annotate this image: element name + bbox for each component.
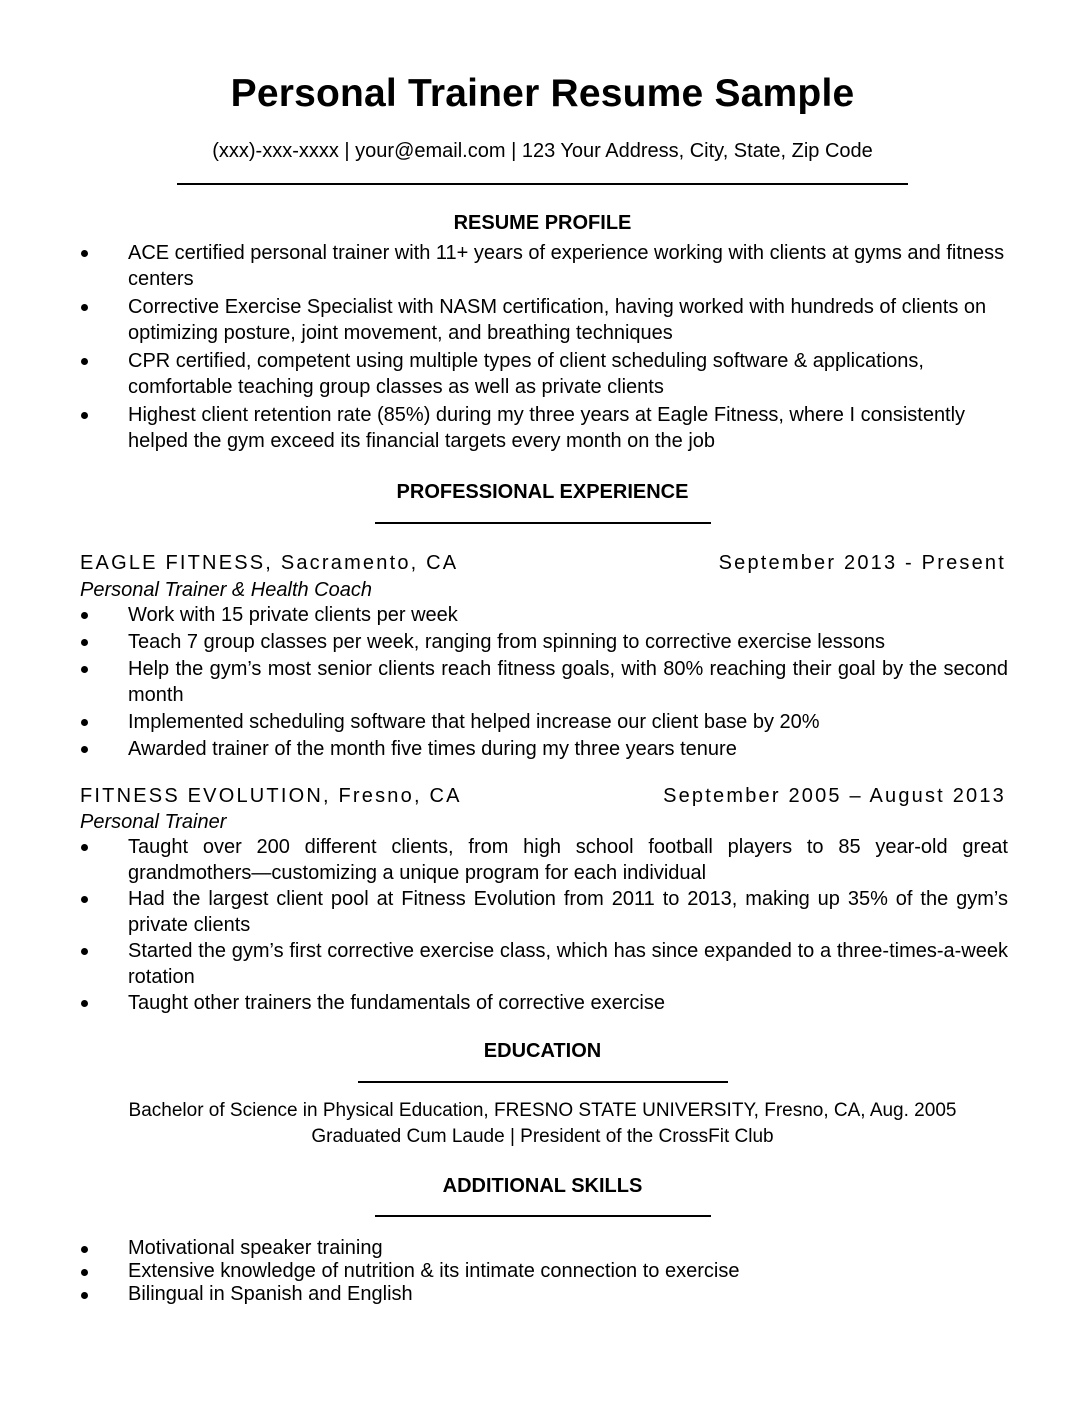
list-item: Highest client retention rate (85%) during my three years at Eagle Fitness, where I consistently helped the gym exceed its financial targets every month on the job xyxy=(78,402,1008,454)
list-item: Motivational speaker training xyxy=(78,1237,1008,1260)
company-name: EAGLE FITNESS, Sacramento, CA xyxy=(80,552,459,574)
job-header-fitness-evolution xyxy=(80,785,1006,808)
skills-list xyxy=(78,1237,1008,1306)
bullet-icon xyxy=(81,639,88,646)
bullet-icon xyxy=(81,304,88,311)
resume-title: Personal Trainer Resume Sample xyxy=(230,72,855,115)
section-heading-education: EDUCATION xyxy=(483,1040,602,1062)
list-item: Teach 7 group classes per week, ranging from spinning to corrective exercise lessons xyxy=(78,629,1008,655)
job-dates: September 2005 – August 2013 xyxy=(663,785,1006,807)
bullet-icon xyxy=(81,1269,88,1276)
contact-line: (xxx)-xxx-xxxx | your@email.com | 123 Your Address, City, State, Zip Code xyxy=(212,140,873,162)
company-name: FITNESS EVOLUTION, Fresno, CA xyxy=(80,785,462,807)
list-item: Awarded trainer of the month five times during my three years tenure xyxy=(78,736,1008,762)
list-item: Started the gym’s first corrective exercise class, which has since expanded to a three-times-a-week rotation xyxy=(78,938,1008,990)
bullet-icon xyxy=(81,1000,88,1007)
list-item: Extensive knowledge of nutrition & its intimate connection to exercise xyxy=(78,1260,1008,1283)
bullet-icon xyxy=(81,1292,88,1299)
bullet-icon xyxy=(81,358,88,365)
list-item: Help the gym’s most senior clients reach fitness goals, with 80% reaching their goal by the second month xyxy=(78,656,1008,708)
section-heading-skills: ADDITIONAL SKILLS xyxy=(442,1175,643,1197)
profile-list xyxy=(78,240,1008,454)
list-item: Taught other trainers the fundamentals of corrective exercise xyxy=(78,990,1008,1016)
header-divider xyxy=(177,183,908,185)
bullet-icon xyxy=(81,719,88,726)
section-heading-experience: PROFESSIONAL EXPERIENCE xyxy=(396,481,689,503)
bullet-icon xyxy=(81,666,88,673)
bullet-icon xyxy=(81,948,88,955)
education-divider xyxy=(358,1081,728,1083)
job-title: Personal Trainer & Health Coach xyxy=(80,579,372,601)
list-item: Work with 15 private clients per week xyxy=(78,602,1008,628)
list-item: Had the largest client pool at Fitness Evolution from 2011 to 2013, making up 35% of the gym’s private clients xyxy=(78,886,1008,938)
section-heading-profile: RESUME PROFILE xyxy=(453,212,632,234)
experience-divider xyxy=(375,522,711,524)
list-item: CPR certified, competent using multiple types of client scheduling software & applications, comfortable teaching group classes as well as private clients xyxy=(78,348,1008,400)
bullet-icon xyxy=(81,844,88,851)
bullet-icon xyxy=(81,1246,88,1253)
education-degree: Bachelor of Science in Physical Education, FRESNO STATE UNIVERSITY, Fresno, CA, Aug. 2005 xyxy=(128,1100,957,1121)
job-header-eagle-fitness xyxy=(80,552,1006,575)
list-item: ACE certified personal trainer with 11+ years of experience working with clients at gyms and fitness centers xyxy=(78,240,1008,292)
list-item: Bilingual in Spanish and English xyxy=(78,1283,1008,1306)
education-honors: Graduated Cum Laude | President of the CrossFit Club xyxy=(311,1126,774,1147)
list-item: Taught over 200 different clients, from high school football players to 85 year-old great grandmothers—customizing a unique program for each individual xyxy=(78,834,1008,886)
job-title: Personal Trainer xyxy=(80,811,227,833)
list-item: Corrective Exercise Specialist with NASM certification, having worked with hundreds of clients on optimizing posture, joint movement, and breathing techniques xyxy=(78,294,1008,346)
bullet-icon xyxy=(81,896,88,903)
job-dates: September 2013 - Present xyxy=(718,552,1006,574)
bullet-icon xyxy=(81,746,88,753)
job-bullets-eagle-fitness xyxy=(78,602,1008,762)
bullet-icon xyxy=(81,250,88,257)
bullet-icon xyxy=(81,612,88,619)
skills-divider xyxy=(375,1215,711,1217)
list-item: Implemented scheduling software that helped increase our client base by 20% xyxy=(78,709,1008,735)
bullet-icon xyxy=(81,412,88,419)
job-bullets-fitness-evolution xyxy=(78,834,1008,1016)
